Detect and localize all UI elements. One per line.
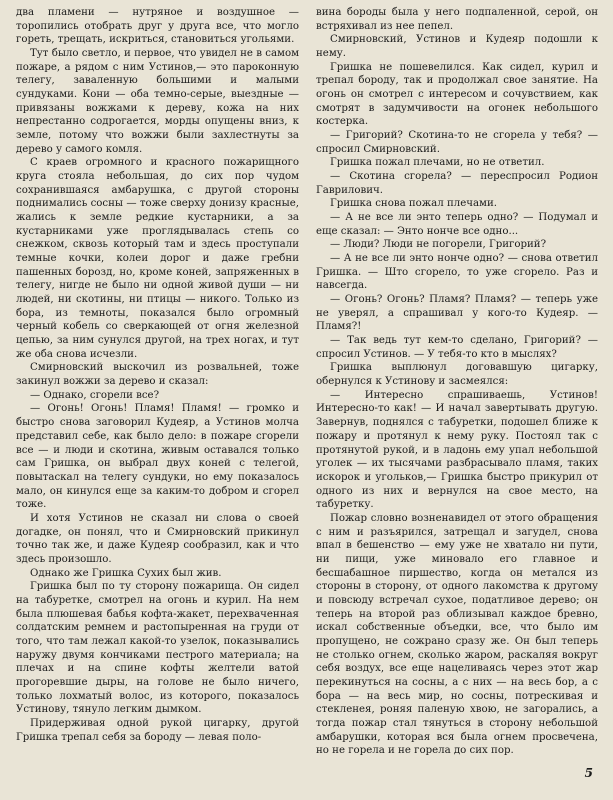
left-column bbox=[16, 6, 299, 744]
paragraph: И хотя Устинов не сказал ни слова о своей догадке, он понял, что и Смирновский прикинул точно так же, и даже Кудеяр сообразил, как и что здесь произошло. bbox=[16, 512, 299, 565]
paragraph: — Григорий? Скотина-то не сгорела у тебя? — спросил Смирновский. bbox=[316, 130, 598, 155]
paragraph: Гришка снова пожал плечами. bbox=[330, 198, 498, 210]
page-number: 5 bbox=[584, 766, 593, 780]
paragraph: — Так ведь тут кем-то сделано, Григорий? — спросил Устинов. — У тебя-то кто в мыслях? bbox=[316, 335, 598, 360]
paragraph: Гришка не пошевелился. Как сидел, курил и трепал бороду, так и продолжал свое занятие. На огонь он смотрел с интересом и сочувствием, как смотрят в задумчивости на огонек небольшого костерка. bbox=[316, 61, 598, 128]
paragraph: Смирновский выскочил из розвальней, тоже закинул вожжи за дерево и сказал: bbox=[16, 362, 299, 388]
paragraph: Гришка был по ту сторону пожарища. Он сидел на табуретке, смотрел на огонь и курил. На нем была плюшевая бабья кофта-жакет, перехваченная солдатским ремнем и растопыренная на груди от того, что там лежал какой-то узелок, показывались наружу двумя кончиками пестрого материала; на плечах и на спине кофты желтели ватой прогоревшие дыры, на голове не было ничего, только лохматый волос, из которого, показалось Устинову, тянуло легким дымком. bbox=[16, 581, 299, 716]
paragraph: Гришка пожал плечами, но не ответил. bbox=[330, 157, 545, 169]
paragraph: Тут было светло, и первое, что увидел не в самом пожаре, а рядом с ним Устинов,— это пароконную телегу, заваленную большими и малыми сундуками. Кони — оба темно-серые, выездные — привязаны вожжами к дереву, кожа на них непрестанно содрогается, морды опущены вниз, к земле, потому что вожжи были захлестнуты за дерево у самого комля. bbox=[16, 48, 299, 155]
paragraph: — Огонь? Огонь? Пламя? Пламя? — теперь уже не уверял, а спрашивал у кого-то Кудеяр. — Пламя?! bbox=[316, 294, 598, 333]
paragraph: Пожар словно возненавидел от этого обращения с ним и разъярился, затрещал и загудел, снова впал в бешенство — ему уже не хватало ни пути, ни пищи, уже миновало его главное и бесшабашное пиршество, когда он метался из стороны в сторону, от одного лакомства к другому и повсюду встречал сухое, податливое дерево; он теперь на второй раз облизывал каждое бревно, искал собственные объедки, все, что было им пропущено, не сожрано сразу же. Он был теперь не столько огнем, сколько жаром, раскаляя вокруг себя воздух, все еще нацеливаясь через этот жар перекинуться на сосны, а с них — на весь бор, а с бора — на весь мир, но сосны, потрескивая и стекленея, роняя паленую хвою, не загорались, а тогда пожар стал тянуться в сторону небольшой амбарушки, которая вся была огнем просвечена, но не горела и не горела до сих пор. bbox=[316, 512, 598, 757]
paragraph: — А не все ли энто нонче одно? — снова ответил Гришка. — Што сгорело, то уже сгорело. Раз и навсегда. bbox=[316, 253, 598, 292]
paragraph: Однако же Гришка Сухих был жив. bbox=[30, 567, 222, 579]
paragraph: вина бороды была у него подпаленной, серой, он встряхивал из нее пепел. bbox=[316, 7, 598, 32]
paragraph: — А не все ли энто теперь одно? — Подумал и еще сказал: — Энто нонче все одно... bbox=[316, 212, 598, 237]
paragraph: — Однако, сгорели все? bbox=[30, 389, 160, 401]
paragraph: — Интересно спрашиваешь, Устинов! Интересно-то как! — И начал завертывать другую. Завернув, поднялся с табуретки, подошел ближе к пожару и протянул к нему руку. Постоял так с протянутой рукой, и в ладонь ему упал небольшой уголек — их тысячами разбрасывало пламя, таких искорок и угольков,— Гришка быстро прикурил от одного из них и вернулся на свое место, на табуретку. bbox=[316, 389, 598, 511]
paragraph: два пламени — нутряное и воздушное — торопились отобрать друг у друга все, что могло гореть, трещать, искриться, становиться угольями. bbox=[16, 7, 299, 46]
paragraph: — Огонь! Огонь! Пламя! Пламя! — громко и быстро снова заговорил Кудеяр, а Устинов молча представил себе, как было дело: в пожаре сгорели все — и люди и скотина, живым оставался только сам Гришка, он выбрал двух коней с телегой, повытаскал на телегу сундуки, но ему показалось мало, он кинулся еще за каким-то добром и сгорел тоже. bbox=[16, 403, 299, 511]
paragraph: Придерживая одной рукой цигарку, другой Гришка трепал себя за бороду — левая поло- bbox=[16, 717, 299, 743]
paragraph: С краев огромного и красного пожарищного круга стояла небольшая, до сих пор чудом сохранившаяся амбарушка, с другой стороны поднимались сосны — тоже сверху донизу красные, жались к земле редкие кустарники, а за кустарниками уже проглядывалась степь со снежком, сквозь который там и здесь проступали темные кочки, колеи дорог и даже гребни пашенных борозд, но, кроме коней, запряженных в телегу, нигде не было ни одной живой души — ни людей, ни скотины, ни птицы — никого. Только из бора, из темноты, показался было огромный черный кобель со сверкающей от огня железной цепью, за ним сунулся другой, на трех ногах, и тут же оба снова исчезли. bbox=[16, 157, 299, 360]
paragraph: — Скотина сгорела? — переспросил Родион Гаврилович. bbox=[316, 171, 598, 196]
paragraph: — Люди? Люди не погорели, Григорий? bbox=[330, 239, 547, 251]
paragraph: Гришка выплюнул договавшую цигарку, обернулся к Устинову и засмеялся: bbox=[316, 362, 598, 388]
right-column bbox=[316, 6, 598, 758]
paragraph: Смирновский, Устинов и Кудеяр подошли к нему. bbox=[316, 34, 598, 60]
